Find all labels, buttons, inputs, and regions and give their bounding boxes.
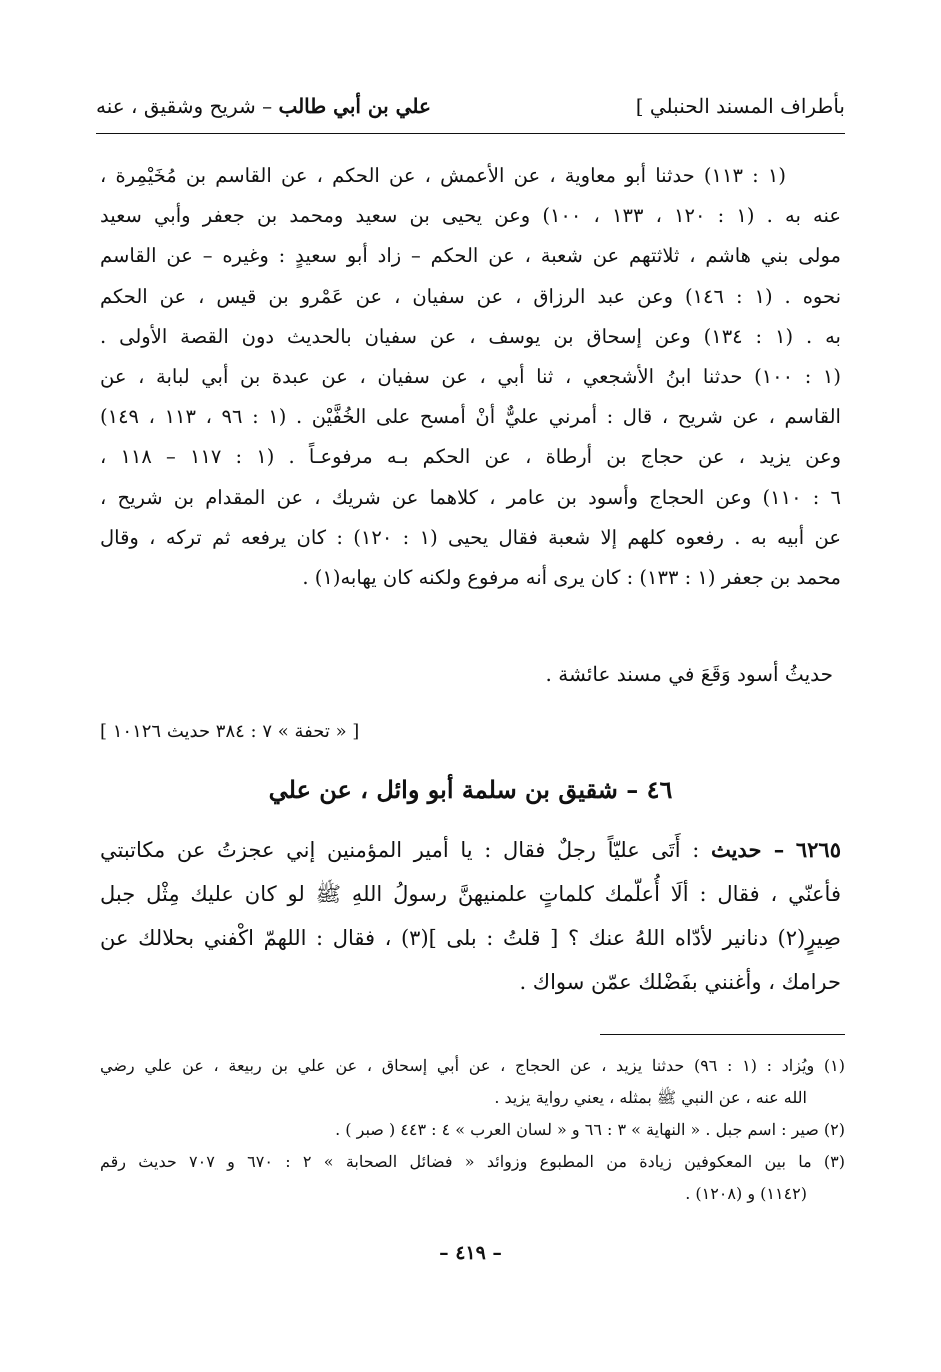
text-line: وعن يزيد ، عن حجاج بن أرطاة ، عن الحكم بـه مرفوعـاً . (١ : ١١٧ – ١١٨ ، <box>100 445 841 469</box>
header-section-name: علي بن أبي طالب <box>278 94 431 118</box>
section-title: ٤٦ – شقيق بن سلمة أبو وائل ، عن علي <box>268 775 673 804</box>
text-line: حرامك ، وأغنني بفَضْلك عمّن سواك . <box>519 970 841 994</box>
footnote-rule <box>600 1034 845 1035</box>
text-line: عنه به . (١ : ١٢٠ ، ١٣٣ ، ١٠٠) وعن يحيى بن سعيد ومحمد بن جعفر وأبي سعيد <box>100 204 841 228</box>
footnote-line: (٢) صير : اسم جبل . « النهاية » ٣ : ٦٦ و « لسان العرب » ٤ : ٤٤٣ ( صبر ) . <box>335 1120 845 1139</box>
text-line: القاسم ، عن شريح ، قال : أمرني عليٌّ أنْ أمسح على الخُفَّيْن . (١ : ٩٦ ، ١١٣ ، ١٤٩) <box>100 405 841 429</box>
text-line: (١ : ١١٣) حدثنا أبو معاوية ، عن الأعمش ، عن الحكم ، عن القاسم بن مُخَيْمِرة ، <box>100 164 787 187</box>
page-number: – ٤١٩ – <box>439 1242 502 1264</box>
hadith-number: ٦٢٦٥ <box>795 837 841 862</box>
text-line: عن أبيه به . رفعوه كلهم إلا شعبة فقال يحيى (١ : ١٢٠) : كان يرفعه ثم تركه ، وقال <box>100 525 841 549</box>
text-line: (١ : ١٠٠) حدثنا ابنُ الأشجعي ، ثنا أبي ، عن سفيان ، عن عبدة بن أبي لبابة ، عن <box>100 365 841 389</box>
hadith-label: – حديث <box>710 837 785 862</box>
header-book-title: بأطراف المسند الحنبلي ] <box>635 94 845 118</box>
text-line: ٦ : ١١٠) وعن الحجاج وأسود بن عامر ، كلاهما عن شريك ، عن المقدام بن شريح ، <box>100 485 841 509</box>
footnote-line: (١١٤٢) و (١٢٠٨) . <box>685 1184 807 1203</box>
header-section <box>96 94 431 118</box>
text-line: نحوه . (١ : ١٤٦) وعن عبد الرزاق ، عن سفيان ، عن عَمْرو بن قيس ، عن الحكم <box>100 284 841 308</box>
header-rule <box>96 133 845 134</box>
text-line: فأعنّي ، فقال : ألَا أُعلّمك كلماتٍ علمنيهنَّ رسولُ اللهِ ﷺ لو كان عليك مِثْل جبل <box>100 882 841 906</box>
footnotes <box>100 1050 845 1210</box>
text-line <box>100 828 841 872</box>
tuhfa-reference: [ « تحفة » ٧ : ٣٨٤ حديث ١٠١٢٦ ] <box>100 721 360 742</box>
paragraph-1 <box>100 156 841 598</box>
hadith-note: حديثُ أسود وَقَعَ في مسند عائشة . <box>545 662 833 686</box>
text-line: مولى بني هاشم ، ثلاثتهم عن شعبة ، عن الحكم – زاد أبو سعيدٍ : وغيره – عن القاسم <box>100 244 841 268</box>
footnote-line: الله عنه ، عن النبي ﷺ بمثله ، يعني رواية يزيد . <box>494 1088 807 1107</box>
footnote-line: (٣) ما بين المعكوفين زيادة من المطبوع وزوائد « فضائل الصحابة » ٢ : ٦٧٠ و ٧٠٧ حديث رقم <box>100 1152 845 1171</box>
paragraph-2 <box>100 828 841 1004</box>
text-line: محمد بن جعفر (١ : ١٣٣) : كان يرى أنه مرفوع ولكنه كان يهابه(١) . <box>302 566 841 590</box>
text-line: صِيرٍ(٢) دنانير لأدّاه اللهُ عنك ؟ [ قلتُ : بلى ](٣) ، فقال : اللهمّ اكْفني بحلالك عن <box>100 926 841 950</box>
header-section-sub: – شريح وشقيق ، عنه <box>96 94 273 118</box>
running-header <box>96 92 845 132</box>
text-line: به . (١ : ١٣٤) وعن إسحاق بن يوسف ، عن سفيان بالحديث دون القصة الأولى . <box>100 324 841 348</box>
hadith-text: : أَتَى عليّاً رجلٌ فقال : يا أمير المؤمنين إني عجزتُ عن مكاتبتي <box>100 838 700 862</box>
footnote-line: (١) ويُزاد : (١ : ٩٦) حدثنا يزيد ، عن الحجاج ، عن أبي إسحاق ، عن علي بن ربيعة ، عن علي رضي <box>100 1056 845 1075</box>
